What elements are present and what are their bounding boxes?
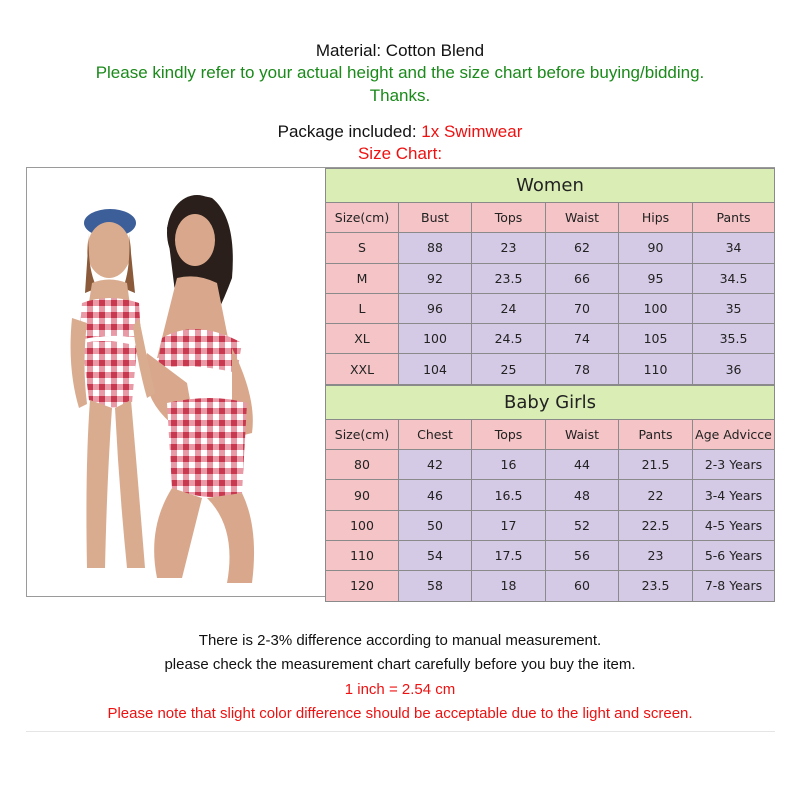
- table-cell: 95: [619, 263, 693, 293]
- table-cell: 25: [472, 354, 546, 384]
- column-header: Size(cm): [326, 419, 399, 449]
- table-cell: 17.5: [472, 540, 546, 570]
- column-header: Waist: [546, 203, 619, 233]
- women-table-title: Women: [326, 169, 775, 203]
- table-cell: 88: [399, 233, 472, 263]
- women-header-row: [326, 203, 775, 233]
- table-cell: 23.5: [619, 571, 693, 601]
- table-row: [326, 510, 775, 540]
- size-cell: M: [326, 263, 399, 293]
- column-header: Waist: [546, 419, 619, 449]
- table-cell: 2-3 Years: [693, 450, 775, 480]
- column-header: Tops: [472, 419, 546, 449]
- column-header: Chest: [399, 419, 472, 449]
- table-cell: 35: [693, 293, 775, 323]
- table-cell: 22.5: [619, 510, 693, 540]
- table-cell: 16: [472, 450, 546, 480]
- table-cell: 78: [546, 354, 619, 384]
- table-cell: 110: [619, 354, 693, 384]
- measurement-difference-note: There is 2-3% difference according to manual measurement.: [198, 632, 602, 649]
- table-cell: 100: [619, 293, 693, 323]
- table-cell: 50: [399, 510, 472, 540]
- women-size-table: [325, 168, 775, 385]
- size-cell: 120: [326, 571, 399, 601]
- table-row: [326, 233, 775, 263]
- size-cell: XL: [326, 324, 399, 354]
- column-header: Hips: [619, 203, 693, 233]
- table-row: [326, 480, 775, 510]
- table-cell: 23: [472, 233, 546, 263]
- table-cell: 42: [399, 450, 472, 480]
- girls-header-row: [326, 419, 775, 449]
- table-cell: 46: [399, 480, 472, 510]
- table-row: [326, 324, 775, 354]
- column-header: Tops: [472, 203, 546, 233]
- size-cell: XXL: [326, 354, 399, 384]
- table-cell: 56: [546, 540, 619, 570]
- table-cell: 22: [619, 480, 693, 510]
- table-cell: 104: [399, 354, 472, 384]
- size-cell: S: [326, 233, 399, 263]
- table-cell: 54: [399, 540, 472, 570]
- table-cell: 24.5: [472, 324, 546, 354]
- table-cell: 4-5 Years: [693, 510, 775, 540]
- size-cell: 80: [326, 450, 399, 480]
- table-cell: 92: [399, 263, 472, 293]
- table-cell: 52: [546, 510, 619, 540]
- column-header: Age Advicce: [693, 419, 775, 449]
- table-cell: 58: [399, 571, 472, 601]
- table-cell: 36: [693, 354, 775, 384]
- table-cell: 90: [619, 233, 693, 263]
- table-row: [326, 571, 775, 601]
- table-row: [326, 263, 775, 293]
- package-included: [0, 121, 800, 143]
- size-chart-panel: [26, 167, 775, 597]
- table-cell: 24: [472, 293, 546, 323]
- size-cell: L: [326, 293, 399, 323]
- table-cell: 60: [546, 571, 619, 601]
- package-value: 1x Swimwear: [421, 122, 523, 141]
- size-chart-label: Size Chart:: [357, 144, 443, 163]
- package-label: Package included:: [277, 122, 422, 141]
- size-tables: [325, 168, 774, 596]
- table-cell: 23: [619, 540, 693, 570]
- refer-size-text: Please kindly refer to your actual height and the size chart before buying/bidding.: [95, 63, 705, 82]
- table-cell: 48: [546, 480, 619, 510]
- color-difference-note: Please note that slight color difference should be acceptable due to the light and screen.: [107, 705, 693, 722]
- table-cell: 23.5: [472, 263, 546, 293]
- table-cell: 70: [546, 293, 619, 323]
- table-cell: 96: [399, 293, 472, 323]
- material-text: Material: Cotton Blend: [315, 41, 485, 60]
- table-cell: 44: [546, 450, 619, 480]
- table-row: [326, 450, 775, 480]
- baby-girls-table-title: Baby Girls: [326, 385, 775, 419]
- model-photo: [27, 168, 325, 596]
- table-cell: 62: [546, 233, 619, 263]
- check-chart-note: please check the measurement chart carefully before you buy the item.: [164, 656, 636, 673]
- size-cell: 90: [326, 480, 399, 510]
- table-cell: 105: [619, 324, 693, 354]
- table-cell: 21.5: [619, 450, 693, 480]
- column-header: Pants: [693, 203, 775, 233]
- table-cell: 35.5: [693, 324, 775, 354]
- table-cell: 100: [399, 324, 472, 354]
- inch-conversion-note: 1 inch = 2.54 cm: [344, 681, 456, 698]
- size-cell: 110: [326, 540, 399, 570]
- table-row: [326, 293, 775, 323]
- table-row: [326, 354, 775, 384]
- column-header: Size(cm): [326, 203, 399, 233]
- table-cell: 34.5: [693, 263, 775, 293]
- column-header: Bust: [399, 203, 472, 233]
- table-cell: 17: [472, 510, 546, 540]
- table-cell: 3-4 Years: [693, 480, 775, 510]
- divider: [26, 731, 775, 732]
- table-cell: 74: [546, 324, 619, 354]
- table-cell: 16.5: [472, 480, 546, 510]
- table-cell: 66: [546, 263, 619, 293]
- thanks-text: Thanks.: [369, 86, 431, 105]
- table-cell: 7-8 Years: [693, 571, 775, 601]
- table-row: [326, 540, 775, 570]
- table-cell: 5-6 Years: [693, 540, 775, 570]
- table-cell: 18: [472, 571, 546, 601]
- size-cell: 100: [326, 510, 399, 540]
- table-cell: 34: [693, 233, 775, 263]
- baby-girls-size-table: [325, 385, 775, 602]
- column-header: Pants: [619, 419, 693, 449]
